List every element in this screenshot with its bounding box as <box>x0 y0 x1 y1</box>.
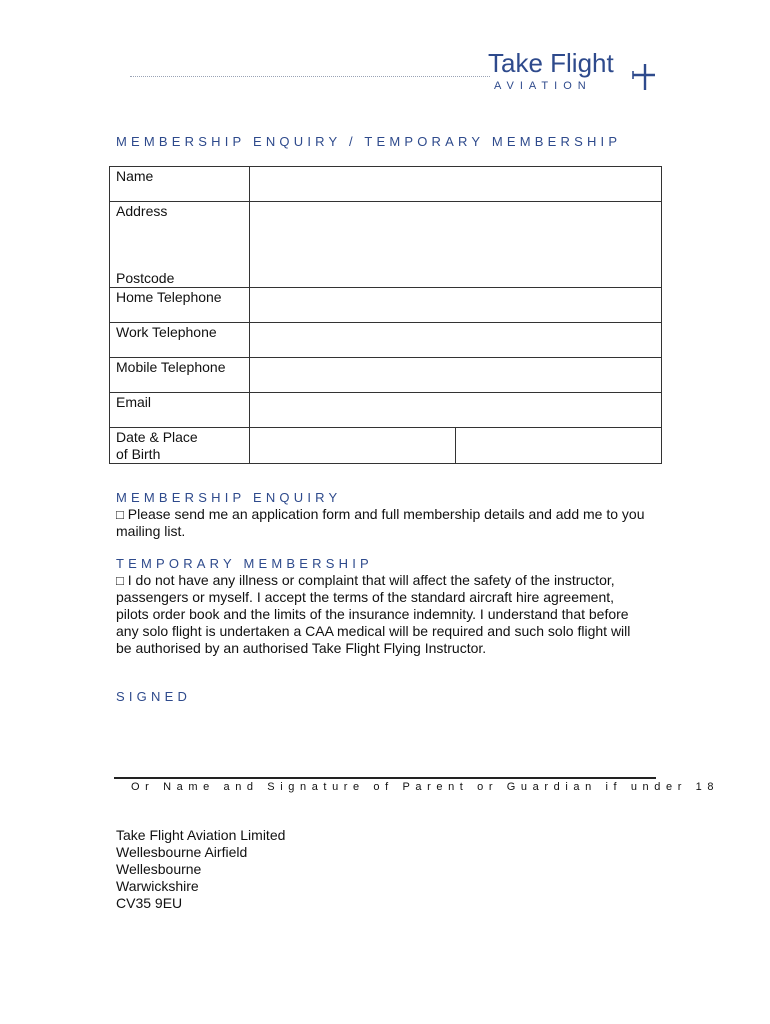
company-address <box>116 827 285 912</box>
signature-line[interactable] <box>114 777 656 779</box>
work-telephone-field[interactable] <box>250 323 662 358</box>
signed-heading: SIGNED <box>116 689 192 704</box>
mobile-telephone-label: Mobile Telephone <box>110 358 250 393</box>
logo-name: Take Flight <box>488 48 614 78</box>
name-field[interactable] <box>250 167 662 202</box>
home-telephone-field[interactable] <box>250 288 662 323</box>
address-line-5: CV35 9EU <box>116 895 183 911</box>
enquiry-heading: MEMBERSHIP ENQUIRY <box>116 490 342 505</box>
name-label: Name <box>110 167 250 202</box>
dob-label-line2: of Birth <box>116 446 161 462</box>
page-title: MEMBERSHIP ENQUIRY / TEMPORARY MEMBERSHIP <box>116 134 622 149</box>
temporary-text: I do not have any illness or complaint that will affect the safety of the instructor, passengers or myself. I accept the terms of the standard aircraft hire agreement, pilots order book and the limits of the insurance indemnity. I understand that before any solo flight is undertaken a CAA medical will be required and such solo flight will be authorised by an authorised Take Flight Flying Instructor. <box>116 572 631 656</box>
date-of-birth-field[interactable] <box>250 428 456 464</box>
address-label: Address <box>116 203 168 219</box>
work-telephone-label: Work Telephone <box>110 323 250 358</box>
enquiry-paragraph <box>116 506 646 540</box>
dob-label-line1: Date & Place <box>116 429 198 445</box>
home-telephone-label: Home Telephone <box>110 288 250 323</box>
header-dotted-rule <box>130 76 490 77</box>
address-line-1: Take Flight Aviation Limited <box>116 827 286 843</box>
email-label: Email <box>110 393 250 428</box>
logo-subtitle: AVIATION <box>494 80 592 92</box>
address-label-cell <box>110 202 250 288</box>
address-line-4: Warwickshire <box>116 878 199 894</box>
dob-label-cell <box>110 428 250 464</box>
plane-icon <box>630 62 656 92</box>
enquiry-text: Please send me an application form and full membership details and add me to you mailing list. <box>116 506 645 539</box>
address-field[interactable] <box>250 202 662 288</box>
address-line-3: Wellesbourne <box>116 861 202 877</box>
mobile-telephone-field[interactable] <box>250 358 662 393</box>
temporary-checkbox[interactable]: □ <box>116 573 124 588</box>
postcode-label: Postcode <box>116 270 175 286</box>
address-line-2: Wellesbourne Airfield <box>116 844 248 860</box>
temporary-heading: TEMPORARY MEMBERSHIP <box>116 556 373 571</box>
signature-caption: Or Name and Signature of Parent or Guardian if under 18 <box>131 781 720 793</box>
enquiry-checkbox[interactable]: □ <box>116 507 124 522</box>
place-of-birth-field[interactable] <box>456 428 662 464</box>
email-field[interactable] <box>250 393 662 428</box>
membership-form <box>109 166 662 464</box>
temporary-paragraph <box>116 572 646 657</box>
